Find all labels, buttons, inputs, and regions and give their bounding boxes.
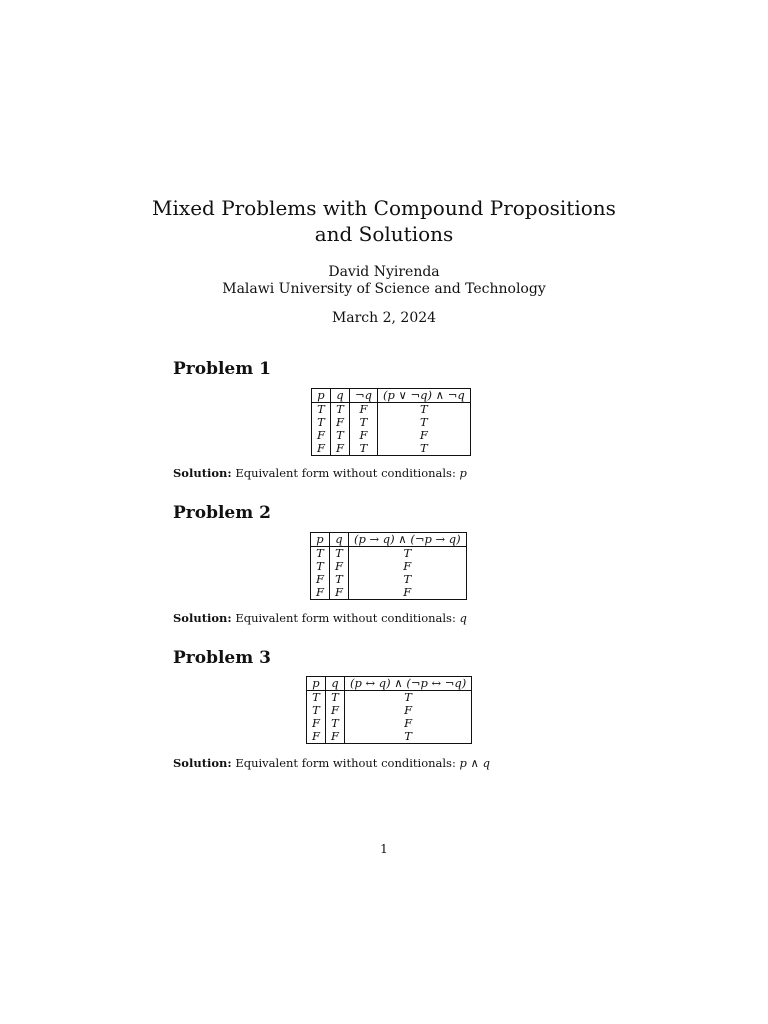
table-cell: F	[329, 586, 348, 600]
table-cell: T	[330, 429, 349, 442]
table-cell: T	[377, 403, 470, 417]
table-cell: F	[344, 704, 471, 717]
page-number: 1	[380, 842, 388, 856]
solution-answer: q	[459, 611, 467, 625]
table-cell: T	[312, 416, 331, 429]
table-cell: T	[307, 704, 326, 717]
table-cell: F	[311, 573, 330, 586]
table-cell: T	[312, 403, 331, 417]
table-row	[311, 586, 467, 600]
document-date: March 2, 2024	[331, 310, 437, 326]
table-cell: T	[330, 403, 349, 417]
solution-label: Solution:	[173, 611, 232, 625]
table-cell: T	[377, 442, 470, 456]
solution-text: Equivalent form without conditionals:	[235, 611, 456, 625]
table-header: p	[311, 533, 330, 547]
table-row	[307, 730, 472, 744]
table-cell: T	[349, 442, 377, 456]
table-cell: F	[348, 560, 466, 573]
table-header: q	[325, 677, 344, 691]
document-title	[0, 195, 768, 247]
table-header: (p → q) ∧ (¬p → q)	[348, 533, 466, 547]
table-header: p	[307, 677, 326, 691]
solution-answer: p ∧ q	[459, 756, 490, 770]
truth-table-1	[311, 388, 471, 456]
table-cell: F	[307, 717, 326, 730]
table-cell: T	[325, 691, 344, 705]
author-affiliation: Malawi University of Science and Technology	[222, 281, 546, 297]
table-row	[307, 691, 472, 705]
table-cell: T	[344, 691, 471, 705]
solution-text: Equivalent form without conditionals:	[235, 756, 456, 770]
table-cell: T	[348, 573, 466, 586]
table-cell: T	[311, 547, 330, 561]
solution-label: Solution:	[173, 756, 232, 770]
table-cell: F	[307, 730, 326, 744]
table-row	[311, 560, 467, 573]
table-header: ¬q	[349, 389, 377, 403]
table-cell: T	[349, 416, 377, 429]
problem-3-heading: Problem 3	[173, 648, 271, 668]
table-cell: T	[329, 547, 348, 561]
table-cell: T	[329, 573, 348, 586]
title-line-2: and Solutions	[314, 222, 454, 246]
problem-1-heading: Problem 1	[173, 359, 271, 379]
table-cell: T	[311, 560, 330, 573]
table-cell: F	[329, 560, 348, 573]
solution-answer: p	[459, 466, 467, 480]
table-cell: F	[311, 586, 330, 600]
table-row	[311, 547, 467, 561]
table-row	[312, 403, 471, 417]
solution-text: Equivalent form without conditionals:	[235, 466, 456, 480]
table-cell: F	[330, 442, 349, 456]
table-cell: F	[344, 717, 471, 730]
table-cell: T	[307, 691, 326, 705]
problem-2-heading: Problem 2	[173, 503, 271, 523]
table-cell: F	[312, 429, 331, 442]
truth-table-3	[306, 676, 472, 744]
table-cell: T	[344, 730, 471, 744]
table-cell: F	[325, 704, 344, 717]
table-cell: F	[312, 442, 331, 456]
table-header: (p ∨ ¬q) ∧ ¬q	[377, 389, 470, 403]
table-cell: F	[349, 403, 377, 417]
table-header: q	[329, 533, 348, 547]
table-cell: T	[348, 547, 466, 561]
table-cell: T	[325, 717, 344, 730]
truth-table-2	[310, 532, 467, 600]
table-header: p	[312, 389, 331, 403]
table-header: (p ↔ q) ∧ (¬p ↔ ¬q)	[344, 677, 471, 691]
title-line-1: Mixed Problems with Compound Propositions	[152, 196, 616, 220]
problem-2-solution	[173, 610, 467, 626]
table-cell: F	[325, 730, 344, 744]
table-cell: F	[330, 416, 349, 429]
table-cell: F	[348, 586, 466, 600]
solution-label: Solution:	[173, 466, 232, 480]
author-name: David Nyirenda	[328, 264, 440, 280]
table-cell: T	[377, 416, 470, 429]
table-row	[311, 573, 467, 586]
problem-3-solution	[173, 755, 490, 771]
table-cell: F	[349, 429, 377, 442]
table-cell: F	[377, 429, 470, 442]
table-header: q	[330, 389, 349, 403]
problem-1-solution	[173, 465, 467, 481]
table-row	[312, 442, 471, 456]
